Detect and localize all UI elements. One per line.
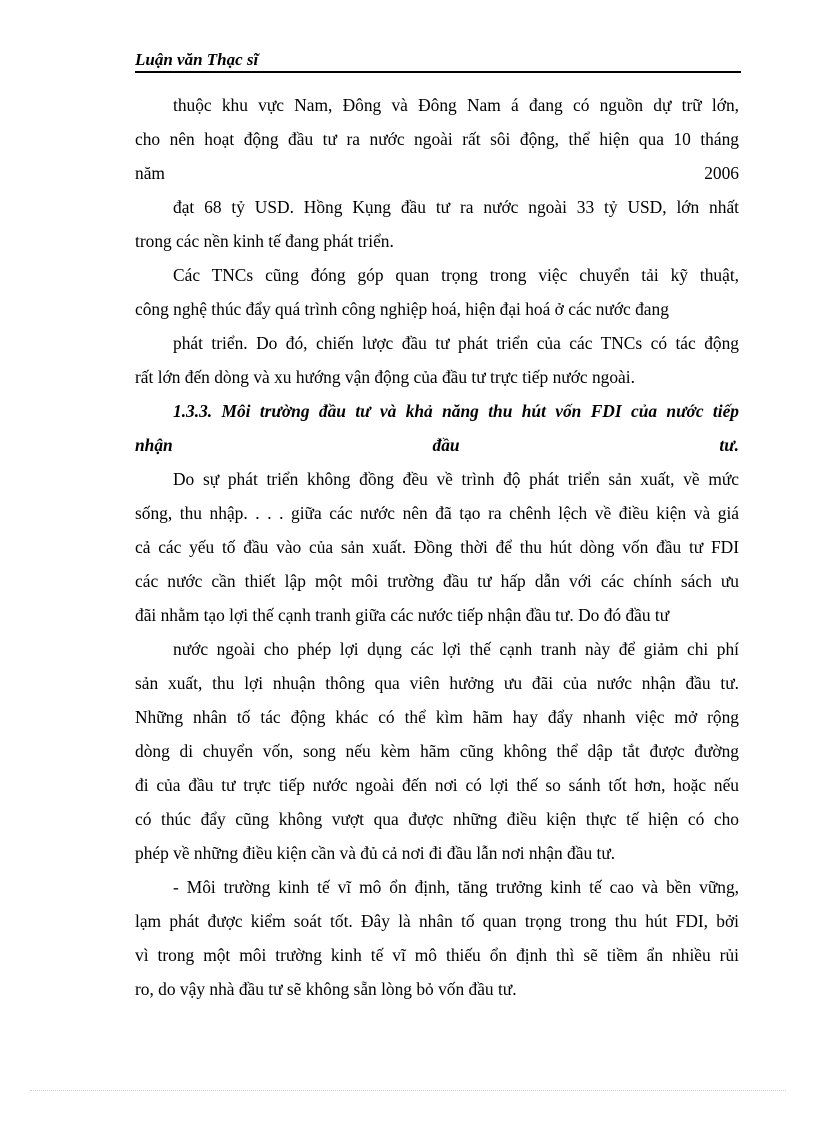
paragraph-line: sản xuất, thu lợi nhuận thông qua viên hưởng ưu đãi của nước nhận đầu tư. bbox=[135, 673, 739, 693]
paragraph-line: công nghệ thúc đẩy quá trình công nghiệp hoá, hiện đại hoá ở các nước đang bbox=[135, 299, 669, 319]
paragraph-line: vì trong một môi trường kinh tế vĩ mô thiếu ổn định thì sẽ tiềm ẩn nhiều rủi bbox=[135, 945, 739, 965]
paragraph-line: Những nhân tố tác động khác có thể kìm hãm hay đẩy nhanh việc mở rộng bbox=[135, 707, 739, 727]
paragraph-line: đạt 68 tỷ USD. Hồng Kụng đầu tư ra nước ngoài 33 tỷ USD, lớn nhất bbox=[173, 197, 739, 217]
paragraph-line: - Môi trường kinh tế vĩ mô ổn định, tăng trưởng kinh tế cao và bền vững, bbox=[173, 877, 739, 897]
document-body bbox=[135, 88, 739, 1006]
paragraph-line: phép về những điều kiện cần và đủ cả nơi đi đầu lẫn nơi nhận đầu tư. bbox=[135, 843, 616, 863]
paragraph-line: dòng di chuyển vốn, song nếu kèm hãm cũng không thể dập tắt được đường bbox=[135, 741, 739, 761]
page-header bbox=[135, 49, 741, 73]
paragraph-line: năm 2006 bbox=[135, 163, 739, 183]
paragraph-line: phát triển. Do đó, chiến lược đầu tư phát triển của các TNCs có tác động bbox=[173, 333, 739, 353]
paragraph-line: lạm phát được kiểm soát tốt. Đây là nhân tố quan trọng trong thu hút FDI, bởi bbox=[135, 911, 739, 931]
section-heading-line: 1.3.3. Môi trường đầu tư và khả năng thu hút vốn FDI của nước tiếp bbox=[173, 401, 739, 421]
paragraph-line: đi của đầu tư trực tiếp nước ngoài đến nơi có lợi thế so sánh tốt hơn, hoặc nếu bbox=[135, 775, 739, 795]
header-title: Luận văn Thạc sĩ bbox=[135, 50, 259, 69]
paragraph-line: trong các nền kinh tế đang phát triển. bbox=[135, 231, 394, 251]
paragraph-line: sống, thu nhập. . . . giữa các nước nên đã tạo ra chênh lệch về điều kiện và giá bbox=[135, 503, 739, 523]
paragraph-line: thuộc khu vực Nam, Đông và Đông Nam á đang có nguồn dự trữ lớn, bbox=[173, 95, 739, 115]
paragraph-line: có thúc đẩy cũng không vượt qua được những điều kiện thực tế hiện có cho bbox=[135, 809, 739, 829]
paragraph-line: các nước cần thiết lập một môi trường đầu tư hấp dẫn với các chính sách ưu bbox=[135, 571, 739, 591]
paragraph-line: Do sự phát triển không đồng đều về trình độ phát triển sản xuất, về mức bbox=[173, 469, 739, 489]
paragraph-line: cả các yếu tố đầu vào của sản xuất. Đồng thời để thu hút dòng vốn đầu tư FDI bbox=[135, 537, 739, 557]
paragraph-line: đãi nhằm tạo lợi thế cạnh tranh giữa các nước tiếp nhận đầu tư. Do đó đầu tư bbox=[135, 605, 670, 625]
paragraph-line: ro, do vậy nhà đầu tư sẽ không sẵn lòng bỏ vốn đầu tư. bbox=[135, 979, 517, 999]
paragraph-line: Các TNCs cũng đóng góp quan trọng trong việc chuyển tải kỹ thuật, bbox=[173, 265, 739, 285]
paragraph-line: nước ngoài cho phép lợi dụng các lợi thế cạnh tranh này để giảm chi phí bbox=[173, 639, 739, 659]
section-heading-line: nhận đầu tư. bbox=[135, 435, 739, 455]
paragraph-line: rất lớn đến dòng và xu hướng vận động của đầu tư trực tiếp nước ngoài. bbox=[135, 367, 635, 387]
page-bottom-rule bbox=[30, 1090, 786, 1091]
paragraph-line: cho nên hoạt động đầu tư ra nước ngoài rất sôi động, thể hiện qua 10 tháng bbox=[135, 129, 739, 149]
